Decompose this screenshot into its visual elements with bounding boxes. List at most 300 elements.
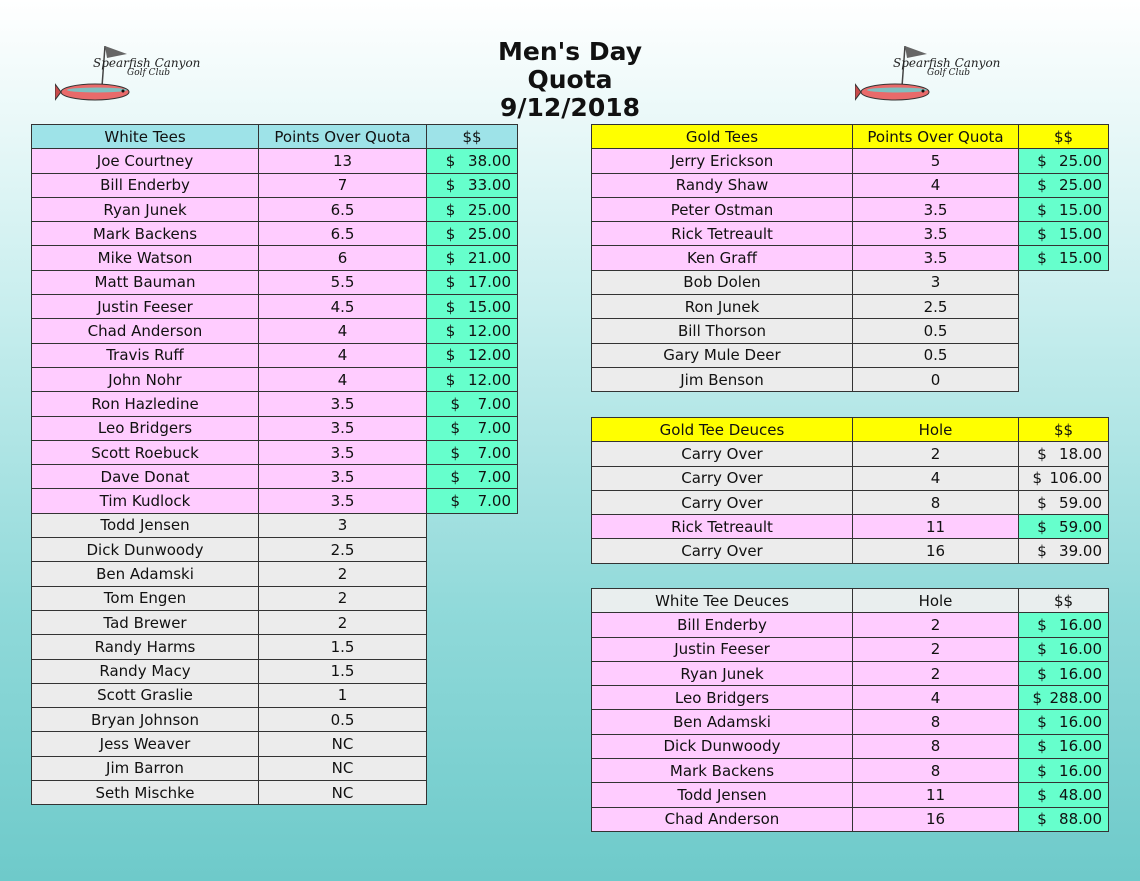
currency-symbol: $: [450, 419, 461, 438]
payout-amount: 7.00: [477, 419, 511, 438]
currency-symbol: $: [1037, 713, 1047, 732]
payout-cell: [1019, 246, 1109, 270]
currency-symbol: $: [445, 151, 456, 170]
player-name: Todd Jensen: [592, 783, 853, 807]
table-row: [592, 710, 1109, 734]
table-row: [32, 416, 518, 440]
points-value: 1.5: [259, 659, 427, 683]
points-value: 0.5: [853, 343, 1019, 367]
gold-tee-deuces-table: [591, 417, 1109, 564]
column-header: Points Over Quota: [853, 125, 1019, 149]
column-header: White Tee Deuces: [592, 589, 853, 613]
payout-cell: [1019, 466, 1109, 490]
currency-symbol: $: [1037, 786, 1047, 805]
payout-cell: [427, 270, 518, 294]
player-name: Mark Backens: [592, 759, 853, 783]
empty-cell: [427, 610, 518, 634]
table-row: [592, 295, 1109, 319]
payout-amount: 21.00: [468, 249, 511, 268]
points-value: 6.5: [259, 197, 427, 221]
payout-amount: 59.00: [1059, 517, 1102, 536]
table-row: [592, 686, 1109, 710]
points-value: NC: [259, 732, 427, 756]
currency-symbol: $: [1037, 615, 1047, 634]
payout-amount: 16.00: [1059, 664, 1102, 683]
payout-amount: 15.00: [468, 297, 511, 316]
payout-cell: [427, 343, 518, 367]
payout-amount: 7.00: [477, 394, 511, 413]
points-value: 4: [259, 367, 427, 391]
player-name: Tom Engen: [32, 586, 259, 610]
points-value: 6.5: [259, 222, 427, 246]
currency-symbol: $: [445, 200, 456, 219]
table-row: [32, 513, 518, 537]
table-row: [592, 734, 1109, 758]
page-title: [470, 38, 670, 122]
payout-amount: 88.00: [1059, 810, 1102, 829]
payout-cell: [1019, 197, 1109, 221]
currency-symbol: $: [1037, 737, 1047, 756]
logo-subtext: Golf Club: [127, 68, 171, 78]
payout-amount: 25.00: [1059, 151, 1102, 170]
points-value: 2.5: [853, 295, 1019, 319]
player-name: Ken Graff: [592, 246, 853, 270]
player-name: Justin Feeser: [32, 295, 259, 319]
title-line-1: Men's Day: [497, 37, 643, 66]
table-row: [32, 197, 518, 221]
empty-cell: [427, 635, 518, 659]
player-name: Peter Ostman: [592, 197, 853, 221]
player-name: Rick Tetreault: [592, 222, 853, 246]
points-value: 3.5: [259, 416, 427, 440]
table-row: [32, 319, 518, 343]
hole-number: 2: [853, 442, 1019, 466]
table-row: [32, 732, 518, 756]
player-name: Ryan Junek: [32, 197, 259, 221]
player-name: Bill Thorson: [592, 319, 853, 343]
header-row: [592, 589, 1109, 613]
points-value: 3.5: [853, 222, 1019, 246]
table-row: [32, 635, 518, 659]
column-header: Gold Tees: [592, 125, 853, 149]
player-name: Ryan Junek: [592, 661, 853, 685]
currency-symbol: $: [1037, 200, 1047, 219]
payout-amount: 16.00: [1059, 615, 1102, 634]
player-name: Ron Junek: [592, 295, 853, 319]
table-row: [592, 270, 1109, 294]
payout-cell: [1019, 710, 1109, 734]
payout-cell: [1019, 783, 1109, 807]
player-name: Ben Adamski: [32, 562, 259, 586]
player-name: Scott Roebuck: [32, 440, 259, 464]
header-row: [592, 418, 1109, 442]
table-row: [32, 392, 518, 416]
player-name: Jim Benson: [592, 367, 853, 391]
player-name: Randy Shaw: [592, 173, 853, 197]
currency-symbol: $: [1037, 664, 1047, 683]
table-row: [592, 490, 1109, 514]
payout-cell: [427, 392, 518, 416]
table-row: [592, 173, 1109, 197]
title-line-2: Quota: [527, 65, 613, 94]
payout-cell: [1019, 661, 1109, 685]
white-tee-deuces-table: [591, 588, 1109, 832]
player-name: Carry Over: [592, 442, 853, 466]
payout-amount: 12.00: [468, 322, 511, 341]
table-row: [32, 586, 518, 610]
column-header: White Tees: [32, 125, 259, 149]
player-name: Bill Enderby: [592, 613, 853, 637]
player-name: Travis Ruff: [32, 343, 259, 367]
player-name: Mike Watson: [32, 246, 259, 270]
empty-cell: [427, 683, 518, 707]
column-header: Points Over Quota: [259, 125, 427, 149]
points-value: 2: [259, 562, 427, 586]
currency-symbol: $: [445, 249, 456, 268]
points-value: 1.5: [259, 635, 427, 659]
points-value: 3.5: [259, 465, 427, 489]
points-value: 4.5: [259, 295, 427, 319]
table-row: [592, 515, 1109, 539]
player-name: Tim Kudlock: [32, 489, 259, 513]
payout-amount: 25.00: [1059, 176, 1102, 195]
table-row: [32, 489, 518, 513]
points-value: 0.5: [259, 708, 427, 732]
points-value: 6: [259, 246, 427, 270]
hole-number: 8: [853, 490, 1019, 514]
table-row: [592, 319, 1109, 343]
currency-symbol: $: [450, 394, 461, 413]
empty-cell: [1019, 343, 1109, 367]
payout-amount: 16.00: [1059, 713, 1102, 732]
table-row: [592, 466, 1109, 490]
payout-cell: [427, 367, 518, 391]
logo-left: [55, 42, 205, 112]
empty-cell: [427, 538, 518, 562]
header-row: [592, 125, 1109, 149]
currency-symbol: $: [1037, 517, 1047, 536]
payout-cell: [427, 149, 518, 173]
payout-amount: 12.00: [468, 346, 511, 365]
payout-cell: [427, 319, 518, 343]
points-value: 2.5: [259, 538, 427, 562]
points-value: 3.5: [259, 392, 427, 416]
logo-text: Spearfish Canyon: [93, 56, 201, 70]
points-value: 2: [259, 610, 427, 634]
currency-symbol: $: [1037, 493, 1047, 512]
table-row: [32, 781, 518, 805]
currency-symbol: $: [1037, 640, 1047, 659]
points-value: 3.5: [259, 440, 427, 464]
table-row: [32, 246, 518, 270]
payout-amount: 48.00: [1059, 786, 1102, 805]
payout-cell: [1019, 613, 1109, 637]
empty-cell: [427, 708, 518, 732]
table-row: [592, 661, 1109, 685]
table-row: [32, 659, 518, 683]
player-name: Mark Backens: [32, 222, 259, 246]
hole-number: 11: [853, 515, 1019, 539]
empty-cell: [427, 513, 518, 537]
payout-amount: 18.00: [1059, 444, 1102, 463]
hole-number: 16: [853, 539, 1019, 563]
currency-symbol: $: [1037, 151, 1047, 170]
points-value: 0: [853, 367, 1019, 391]
player-name: Joe Courtney: [32, 149, 259, 173]
empty-cell: [427, 781, 518, 805]
currency-symbol: $: [1037, 176, 1047, 195]
currency-symbol: $: [1037, 542, 1047, 561]
hole-number: 2: [853, 613, 1019, 637]
points-value: 3.5: [259, 489, 427, 513]
player-name: Matt Bauman: [32, 270, 259, 294]
table-row: [32, 295, 518, 319]
currency-symbol: $: [445, 297, 456, 316]
currency-symbol: $: [450, 492, 461, 511]
payout-cell: [427, 246, 518, 270]
currency-symbol: $: [445, 370, 456, 389]
table-row: [592, 759, 1109, 783]
payout-amount: 16.00: [1059, 761, 1102, 780]
player-name: Scott Graslie: [32, 683, 259, 707]
payout-cell: [427, 173, 518, 197]
points-value: NC: [259, 781, 427, 805]
points-value: 3: [853, 270, 1019, 294]
payout-cell: [1019, 149, 1109, 173]
column-header: $$: [1019, 418, 1109, 442]
payout-amount: 15.00: [1059, 200, 1102, 219]
player-name: Ron Hazledine: [32, 392, 259, 416]
payout-cell: [1019, 173, 1109, 197]
payout-cell: [427, 416, 518, 440]
table-row: [592, 197, 1109, 221]
table-row: [32, 562, 518, 586]
currency-symbol: $: [445, 322, 456, 341]
title-date: 9/12/2018: [499, 93, 641, 122]
table-row: [32, 440, 518, 464]
currency-symbol: $: [445, 176, 456, 195]
table-row: [592, 637, 1109, 661]
payout-cell: [1019, 686, 1109, 710]
table-row: [592, 783, 1109, 807]
payout-amount: 288.00: [1049, 688, 1102, 707]
empty-cell: [427, 562, 518, 586]
points-value: 1: [259, 683, 427, 707]
player-name: Bryan Johnson: [32, 708, 259, 732]
player-name: Todd Jensen: [32, 513, 259, 537]
payout-cell: [427, 440, 518, 464]
points-value: 7: [259, 173, 427, 197]
player-name: Randy Harms: [32, 635, 259, 659]
payout-amount: 7.00: [477, 443, 511, 462]
points-value: 2: [259, 586, 427, 610]
hole-number: 8: [853, 734, 1019, 758]
hole-number: 11: [853, 783, 1019, 807]
hole-number: 2: [853, 637, 1019, 661]
table-row: [32, 756, 518, 780]
table-row: [32, 173, 518, 197]
empty-cell: [1019, 270, 1109, 294]
points-value: 0.5: [853, 319, 1019, 343]
payout-cell: [1019, 734, 1109, 758]
payout-cell: [1019, 807, 1109, 831]
header-row: [32, 125, 518, 149]
table-row: [592, 539, 1109, 563]
column-header: $$: [427, 125, 518, 149]
payout-amount: 15.00: [1059, 224, 1102, 243]
payout-amount: 38.00: [468, 151, 511, 170]
table-row: [592, 613, 1109, 637]
logo-text: Spearfish Canyon: [893, 56, 1001, 70]
table-row: [592, 343, 1109, 367]
payout-cell: [427, 295, 518, 319]
player-name: Carry Over: [592, 490, 853, 514]
payout-cell: [427, 465, 518, 489]
table-row: [592, 807, 1109, 831]
payout-amount: 25.00: [468, 200, 511, 219]
logo-right: [855, 42, 1005, 112]
column-header: $$: [1019, 589, 1109, 613]
empty-cell: [427, 732, 518, 756]
empty-cell: [427, 586, 518, 610]
player-name: Carry Over: [592, 539, 853, 563]
empty-cell: [1019, 367, 1109, 391]
column-header: Gold Tee Deuces: [592, 418, 853, 442]
empty-cell: [1019, 319, 1109, 343]
table-row: [32, 708, 518, 732]
table-row: [592, 222, 1109, 246]
payout-cell: [427, 222, 518, 246]
table-row: [32, 538, 518, 562]
payout-amount: 7.00: [477, 492, 511, 511]
payout-cell: [1019, 442, 1109, 466]
payout-cell: [427, 197, 518, 221]
currency-symbol: $: [445, 346, 456, 365]
table-row: [32, 270, 518, 294]
hole-number: 4: [853, 686, 1019, 710]
table-row: [32, 149, 518, 173]
currency-symbol: $: [1037, 761, 1047, 780]
currency-symbol: $: [1032, 688, 1043, 707]
currency-symbol: $: [1032, 469, 1043, 488]
player-name: Rick Tetreault: [592, 515, 853, 539]
currency-symbol: $: [450, 467, 461, 486]
payout-amount: 12.00: [468, 370, 511, 389]
white-tees-table: [31, 124, 518, 805]
empty-cell: [1019, 295, 1109, 319]
player-name: Bob Dolen: [592, 270, 853, 294]
player-name: Dick Dunwoody: [592, 734, 853, 758]
currency-symbol: $: [1037, 444, 1047, 463]
player-name: John Nohr: [32, 367, 259, 391]
payout-amount: 17.00: [468, 273, 511, 292]
points-value: 3.5: [853, 246, 1019, 270]
gold-tees-table: [591, 124, 1109, 392]
payout-cell: [1019, 222, 1109, 246]
payout-amount: 59.00: [1059, 493, 1102, 512]
player-name: Ben Adamski: [592, 710, 853, 734]
player-name: Leo Bridgers: [592, 686, 853, 710]
table-row: [32, 367, 518, 391]
player-name: Jess Weaver: [32, 732, 259, 756]
points-value: NC: [259, 756, 427, 780]
currency-symbol: $: [1037, 810, 1047, 829]
player-name: Jerry Erickson: [592, 149, 853, 173]
hole-number: 8: [853, 710, 1019, 734]
hole-number: 16: [853, 807, 1019, 831]
table-row: [592, 367, 1109, 391]
player-name: Gary Mule Deer: [592, 343, 853, 367]
player-name: Carry Over: [592, 466, 853, 490]
player-name: Leo Bridgers: [32, 416, 259, 440]
currency-symbol: $: [1037, 224, 1047, 243]
player-name: Chad Anderson: [592, 807, 853, 831]
points-value: 3.5: [853, 197, 1019, 221]
currency-symbol: $: [450, 443, 461, 462]
table-row: [592, 442, 1109, 466]
hole-number: 4: [853, 466, 1019, 490]
column-header: Hole: [853, 418, 1019, 442]
points-value: 4: [853, 173, 1019, 197]
table-row: [32, 683, 518, 707]
points-value: 4: [259, 319, 427, 343]
player-name: Bill Enderby: [32, 173, 259, 197]
payout-cell: [1019, 637, 1109, 661]
payout-amount: 106.00: [1049, 469, 1102, 488]
table-row: [32, 465, 518, 489]
player-name: Randy Macy: [32, 659, 259, 683]
empty-cell: [427, 659, 518, 683]
payout-amount: 7.00: [477, 467, 511, 486]
player-name: Justin Feeser: [592, 637, 853, 661]
points-value: 3: [259, 513, 427, 537]
points-value: 5.5: [259, 270, 427, 294]
payout-cell: [1019, 490, 1109, 514]
table-row: [592, 149, 1109, 173]
currency-symbol: $: [445, 273, 456, 292]
table-row: [592, 246, 1109, 270]
payout-amount: 16.00: [1059, 640, 1102, 659]
currency-symbol: $: [1037, 249, 1047, 268]
empty-cell: [427, 756, 518, 780]
hole-number: 8: [853, 759, 1019, 783]
payout-cell: [1019, 759, 1109, 783]
payout-amount: 15.00: [1059, 249, 1102, 268]
points-value: 4: [259, 343, 427, 367]
player-name: Dick Dunwoody: [32, 538, 259, 562]
player-name: Jim Barron: [32, 756, 259, 780]
player-name: Chad Anderson: [32, 319, 259, 343]
payout-amount: 25.00: [468, 224, 511, 243]
points-value: 13: [259, 149, 427, 173]
player-name: Tad Brewer: [32, 610, 259, 634]
points-value: 5: [853, 149, 1019, 173]
hole-number: 2: [853, 661, 1019, 685]
payout-cell: [1019, 539, 1109, 563]
payout-cell: [1019, 515, 1109, 539]
payout-cell: [427, 489, 518, 513]
column-header: Hole: [853, 589, 1019, 613]
player-name: Seth Mischke: [32, 781, 259, 805]
logo-subtext: Golf Club: [927, 68, 971, 78]
payout-amount: 16.00: [1059, 737, 1102, 756]
table-row: [32, 343, 518, 367]
column-header: $$: [1019, 125, 1109, 149]
currency-symbol: $: [445, 224, 456, 243]
payout-amount: 33.00: [468, 176, 511, 195]
table-row: [32, 610, 518, 634]
player-name: Dave Donat: [32, 465, 259, 489]
